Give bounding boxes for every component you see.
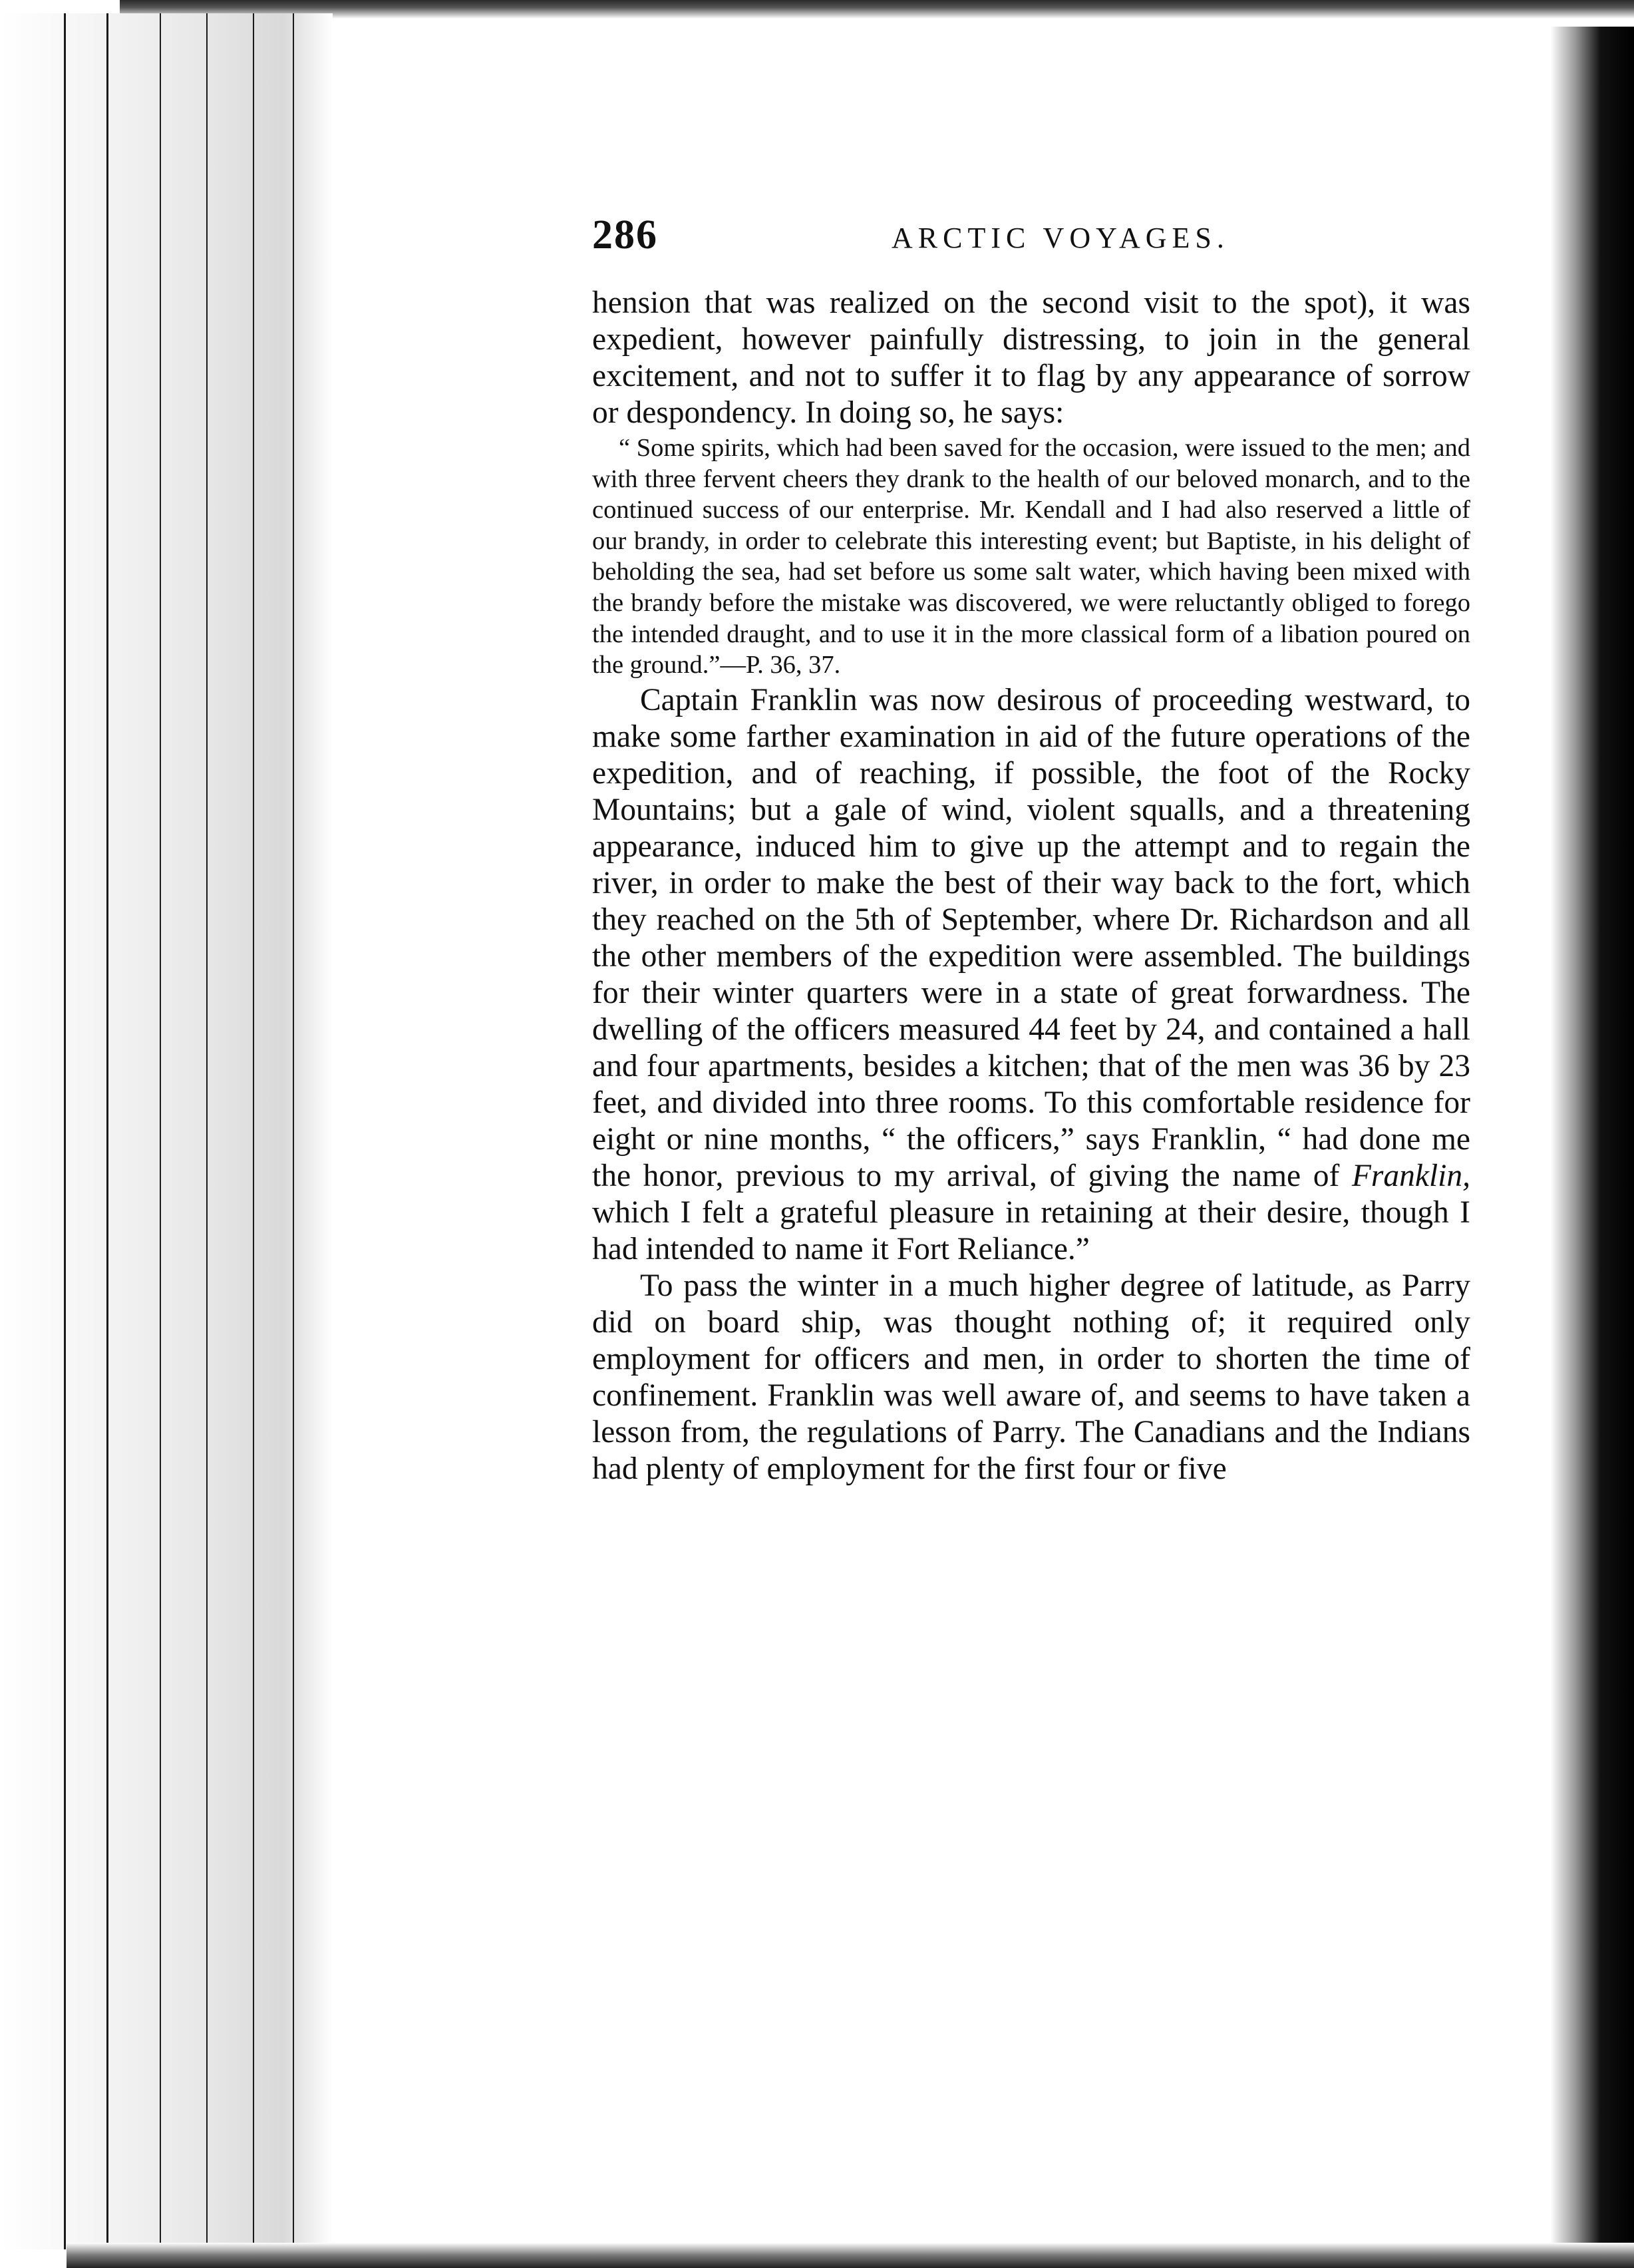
edge-line xyxy=(293,13,294,2249)
paragraph-2-italic: Franklin, xyxy=(1351,1158,1471,1193)
edge-line xyxy=(106,13,108,2249)
edge-line xyxy=(253,13,254,2249)
edge-line xyxy=(160,13,161,2249)
paragraph-2-text: Captain Franklin was now desirous of proceeding westward, to make some farther examination in aid of the future operations of the expedition, and of reaching, if possible, the foot of the Rocky Mountains; but a gale of wind, violent squalls, and a threatening appearance, induced him to give up the attempt and to regain the river, in order to make the best of their way back to the fort, which they reached on the 5th of September, where Dr. Richardson and all the other members of the expedition were assembled. The buildings for their winter quarters were in a state of great forwardness. The dwelling of the officers measured 44 feet by 24, and contained a hall and four apartments, besides a kitchen; that of the men was 36 by 23 feet, and divided into three rooms. To this comfortable residence for eight or nine months, “ the officers,” says Franklin, “ had done me the honor, previous to my arrival, of giving the name of xyxy=(592,682,1470,1193)
block-quote: “ Some spirits, which had been saved for the occasion, were issued to the men; and with three fervent cheers they drank to the health of our beloved monarch, and to the continued success of our enterprise. Mr. Kendall and I had also reserved a little of our brandy, in order to celebrate this interesting event; but Baptiste, in his delight of beholding the sea, had set before us some salt water, which having been mixed with the brandy before the mistake was discovered, we were reluctantly obliged to forego the intended draught, and to use it in the more classical form of a libation poured on the ground.”—P. 36, 37. xyxy=(592,434,1470,679)
book-fore-edge xyxy=(0,13,333,2249)
book-page xyxy=(333,19,1550,2243)
paragraph-2 xyxy=(592,682,1470,1268)
paragraph-2-end: which I felt a grateful pleasure in retaining at their desire, though I had intended to name it Fort Reliance.” xyxy=(592,1195,1470,1266)
page-number: 286 xyxy=(592,212,658,258)
edge-line xyxy=(206,13,208,2249)
running-title: ARCTIC VOYAGES. xyxy=(892,222,1229,254)
text-block xyxy=(592,285,1470,1487)
page-bottom-edge xyxy=(67,2243,1634,2268)
edge-line xyxy=(64,13,66,2249)
running-head xyxy=(592,212,1524,278)
page-top-edge xyxy=(120,0,1634,19)
book-spine-shadow xyxy=(1550,27,1634,2243)
paragraph-3: To pass the winter in a much higher degree of latitude, as Parry did on board ship, was thought nothing of; it required only employment for officers and men, in order to shorten the time of confinement. Franklin was well aware of, and seems to have taken a lesson from, the regulations of Parry. The Canadians and the Indians had plenty of employment for the first four or five xyxy=(592,1268,1470,1486)
paragraph-1: hension that was realized on the second visit to the spot), it was expedient, however painfully distressing, to join in the general excitement, and not to suffer it to flag by any appearance of sorrow or despondency. In doing so, he says: xyxy=(592,285,1470,430)
